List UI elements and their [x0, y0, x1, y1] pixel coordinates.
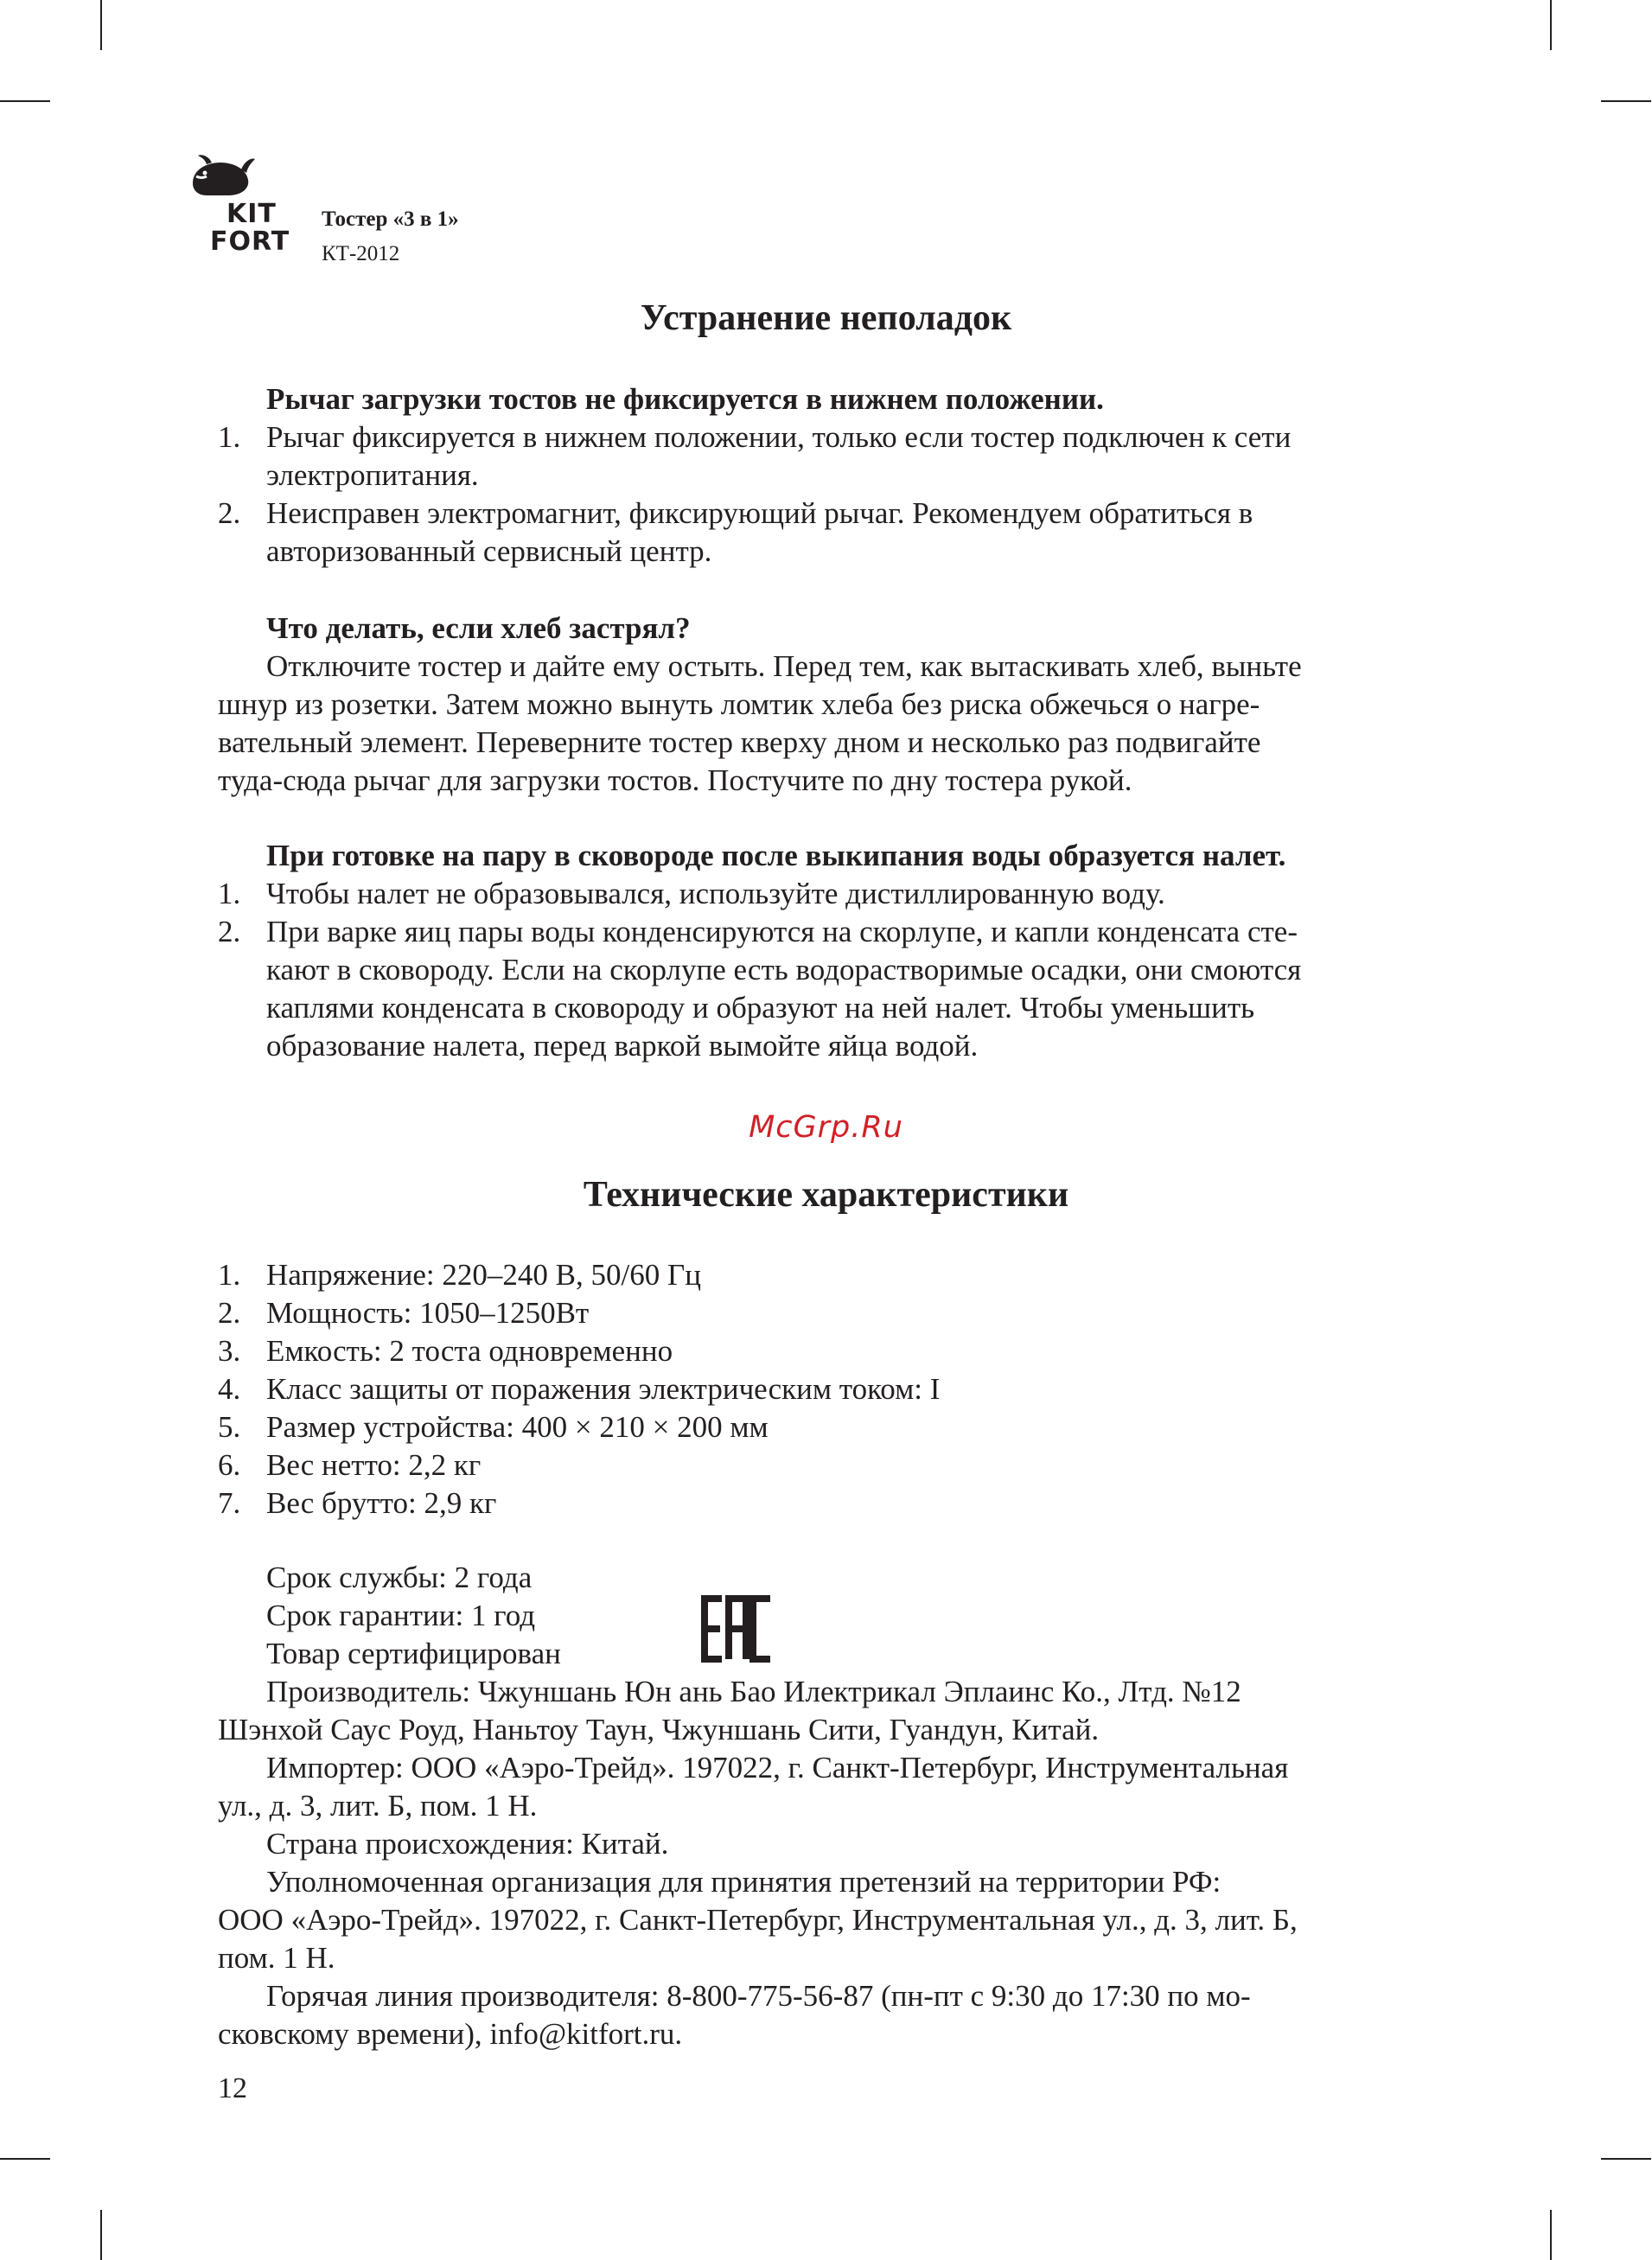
spec-text: Мощность: 1050–1250Вт: [266, 1296, 590, 1330]
paragraph-line: туда-сюда рычаг для загрузки тостов. Постучите по дну тостера рукой.: [218, 763, 1132, 797]
spec-text: Размер устройства: 400 × 210 × 200 мм: [266, 1410, 769, 1444]
spec-item: [218, 1446, 1480, 1484]
list-item: [218, 495, 1480, 571]
list-text-line: Неисправен электромагнит, фиксирующий рычаг. Рекомендуем обратиться в: [266, 496, 1253, 530]
hotline-line: сковскому времени), info@kitfort.ru.: [218, 2017, 683, 2051]
spec-item: [218, 1408, 1480, 1446]
list-text-line: Рычаг фиксируется в нижнем положении, только если тостер подключен к сети: [266, 420, 1292, 454]
list-text-line: авторизованный сервисный центр.: [266, 534, 712, 568]
spec-text: Вес нетто: 2,2 кг: [266, 1448, 482, 1482]
eac-certification-mark: [701, 1595, 774, 1667]
crop-mark: [0, 2158, 50, 2160]
list-item: [218, 875, 1480, 913]
specs-list: [218, 1256, 1480, 1523]
logo-line-fort: FORT: [210, 227, 290, 257]
spec-text: Напряжение: 220–240 В, 50/60 Гц: [266, 1258, 701, 1292]
troubleshooting-heading: Устранение неполадок: [640, 298, 1012, 338]
logo-line-kit: KIT: [226, 199, 277, 229]
section-title: Что делать, если хлеб застрял?: [266, 611, 691, 645]
whale-icon: [188, 154, 257, 206]
list-number: 7.: [218, 1486, 241, 1520]
importer-line: ул., д. 3, лит. Б, пом. 1 Н.: [218, 1789, 538, 1823]
crop-mark: [100, 2210, 102, 2260]
list-number: 2.: [218, 915, 241, 948]
list-number: 4.: [218, 1372, 241, 1406]
crop-mark: [1550, 0, 1552, 50]
product-header: [322, 202, 459, 271]
list-number: 1.: [218, 1258, 241, 1292]
list-number: 6.: [218, 1448, 241, 1482]
paragraph-line: вательный элемент. Переверните тостер кверху дном и несколько раз подвигайте: [218, 725, 1261, 759]
crop-mark: [1550, 2210, 1552, 2260]
list-item: [218, 913, 1480, 1065]
list-text-line: каплями конденсата в сковороду и образуют на ней налет. Чтобы уменьшить: [266, 991, 1255, 1025]
paragraph-line: Отключите тостер и дайте ему остыть. Перед тем, как вытаскивать хлеб, выньте: [266, 649, 1302, 683]
eac-icon: [701, 1595, 774, 1663]
list-text-line: Чтобы налет не образовывался, используйте дистиллированную воду.: [266, 877, 1165, 910]
crop-mark: [1601, 100, 1651, 102]
troubleshooting-section-1: [218, 380, 1480, 571]
product-model: КТ-2012: [322, 242, 400, 265]
list-number: 1.: [218, 877, 241, 910]
authorized-org-line: Уполномоченная организация для принятия претензий на территории РФ:: [266, 1865, 1221, 1899]
list-text-line: При варке яиц пары воды конденсируются на скорлупе, и капли конденсата сте-: [266, 915, 1298, 948]
section-title: Рычаг загрузки тостов не фиксируется в нижнем положении.: [266, 382, 1104, 416]
spec-item: [218, 1484, 1480, 1523]
spec-item: [218, 1332, 1480, 1370]
importer-line: Импортер: ООО «Аэро-Трейд». 197022, г. Санкт-Петербург, Инструментальная: [266, 1751, 1289, 1784]
list-number: 3.: [218, 1334, 241, 1368]
troubleshooting-section-2: [218, 610, 1480, 800]
troubleshooting-section-3: [218, 837, 1480, 1065]
section-title: При готовке на пару в сковороде после выкипания воды образуется налет.: [266, 839, 1286, 872]
spec-text: Емкость: 2 тоста одновременно: [266, 1334, 673, 1368]
hotline-line: Горячая линия производителя: 8-800-775-56-87 (пн-пт с 9:30 до 17:30 по мо-: [266, 1979, 1251, 2013]
crop-mark: [1601, 2158, 1651, 2160]
list-number: 2.: [218, 1296, 241, 1330]
list-number: 5.: [218, 1410, 241, 1444]
list-text-line: кают в сковороду. Если на скорлупе есть водорастворимые осадки, они смоются: [266, 953, 1302, 986]
list-number: 2.: [218, 496, 241, 530]
watermark-link[interactable]: McGrp.Ru: [749, 1110, 903, 1145]
list-item: [218, 418, 1480, 495]
logo-wordmark: [210, 199, 297, 257]
spec-item: [218, 1294, 1480, 1332]
list-text-line: электропитания.: [266, 458, 479, 492]
manufacturer-line: Производитель: Чжуншань Юн ань Бао Илектрикал Эплаинс Ко., Лтд. №12: [266, 1675, 1241, 1708]
crop-mark: [100, 0, 102, 50]
warranty-period: Срок гарантии: 1 год: [266, 1599, 536, 1632]
kitfort-logo: [183, 154, 313, 266]
spec-item: [218, 1256, 1480, 1294]
list-text-line: образование налета, перед варкой вымойте яйца водой.: [266, 1029, 979, 1063]
manufacturer-line: Шэнхой Саус Роуд, Наньтоу Таун, Чжуншань Сити, Гуандун, Китай.: [218, 1713, 1100, 1746]
product-title: Тостер «3 в 1»: [322, 207, 459, 231]
paragraph-line: шнур из розетки. Затем можно вынуть ломтик хлеба без риска обжечься о нагре-: [218, 687, 1260, 721]
service-life: Срок службы: 2 года: [266, 1561, 533, 1594]
authorized-org-line: пом. 1 Н.: [218, 1941, 335, 1975]
country-of-origin: Страна происхождения: Китай.: [266, 1827, 669, 1861]
list-number: 1.: [218, 420, 241, 454]
product-info: [218, 1559, 1480, 2053]
spec-text: Класс защиты от поражения электрическим током: I: [266, 1372, 941, 1406]
spec-item: [218, 1370, 1480, 1408]
certification-note: Товар сертифицирован: [266, 1637, 561, 1670]
page-number: 12: [218, 2072, 247, 2104]
crop-mark: [0, 100, 50, 102]
authorized-org-line: ООО «Аэро-Трейд». 197022, г. Санкт-Петербург, Инструментальная ул., д. 3, лит. Б,: [218, 1903, 1298, 1937]
specs-heading: Технические характеристики: [583, 1175, 1069, 1215]
spec-text: Вес брутто: 2,9 кг: [266, 1486, 497, 1520]
